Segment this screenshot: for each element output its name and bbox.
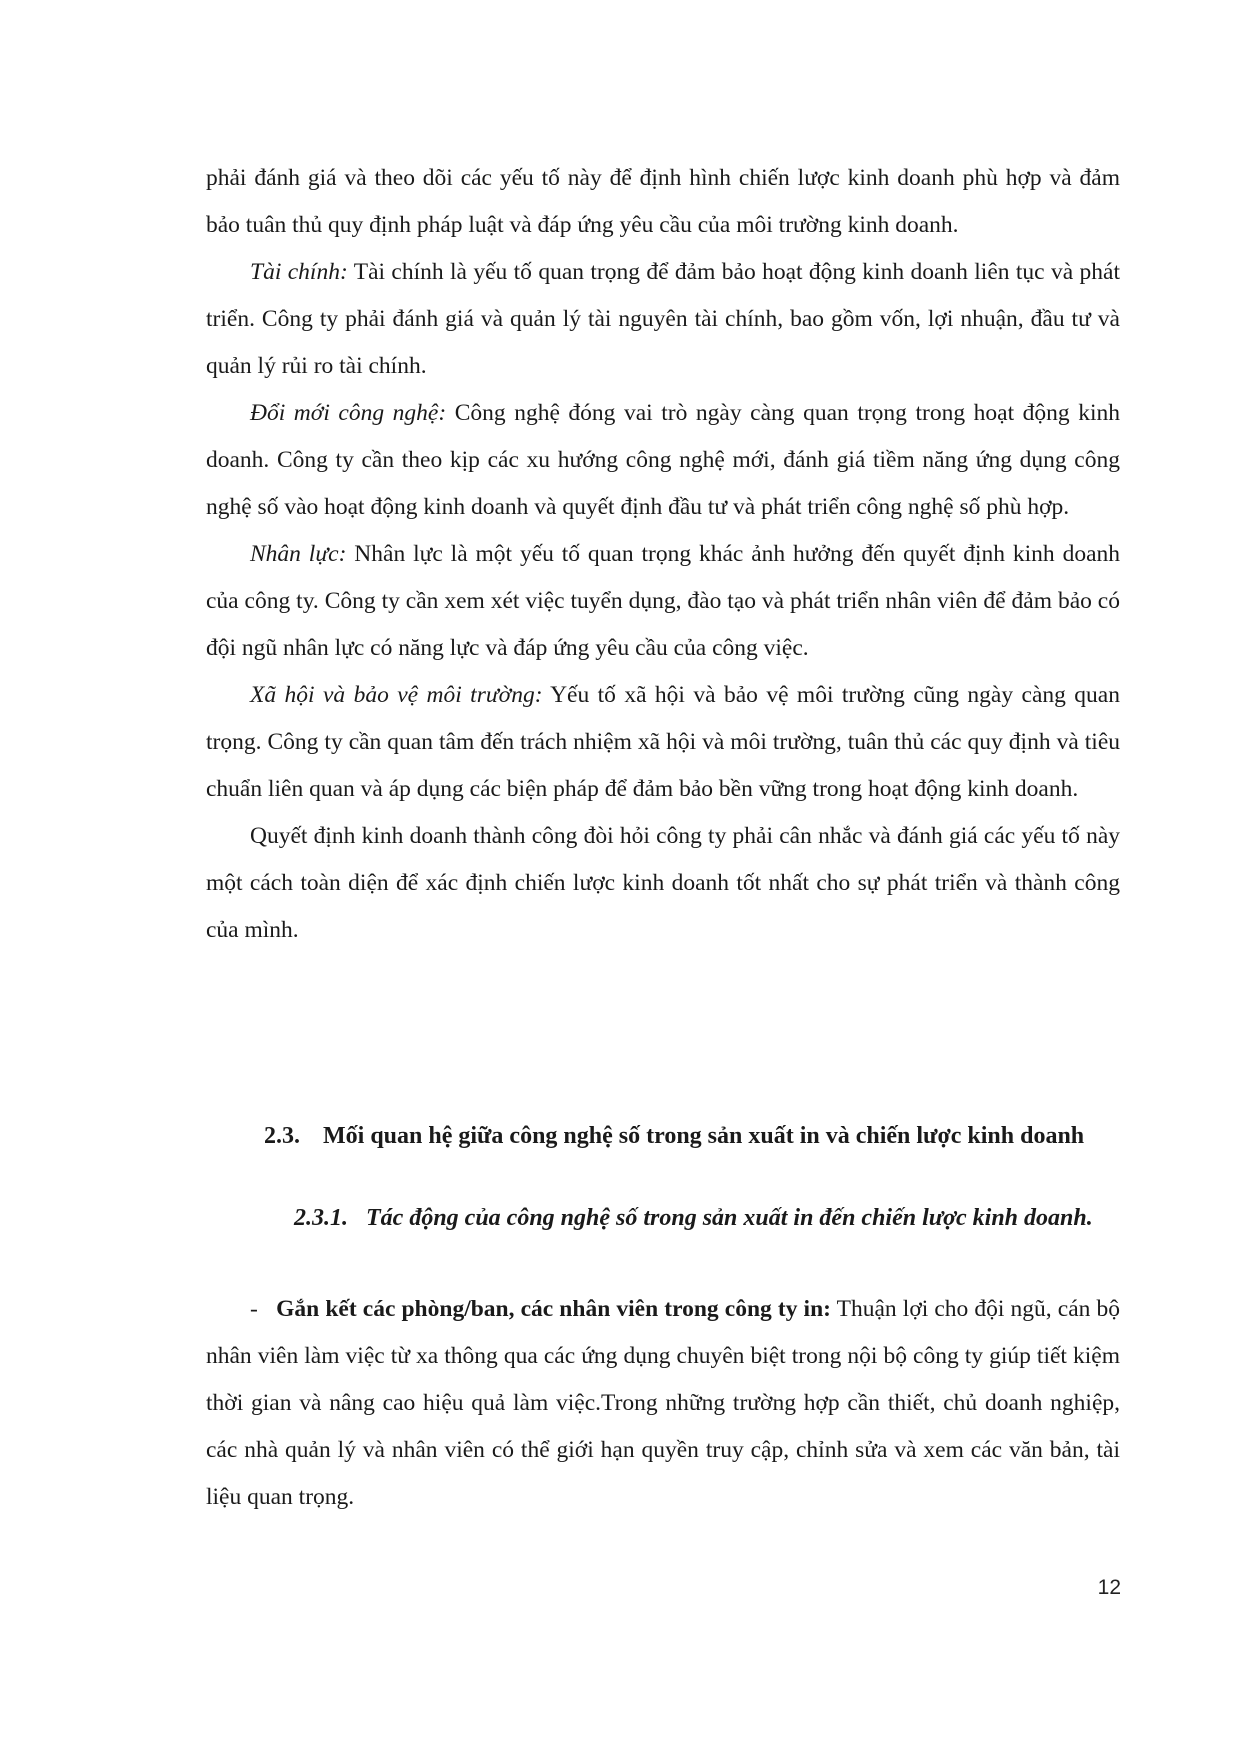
- factor-paragraph-finance: [206, 249, 1120, 390]
- subsection-heading-2-3-1: [206, 1195, 1120, 1241]
- bullet-text: Thuận lợi cho đội ngũ, cán bộ nhân viên làm việc từ xa thông qua các ứng dụng chuyên biệt trong nội bộ công ty giúp tiết kiệm thời gian và nâng cao hiệu quả làm việc.Trong những trường hợp cần thiết, chủ doanh nghiệp, các nhà quản lý và nhân viên có thể giới hạn quyền truy cập, chỉnh sửa và xem các văn bản, tài liệu quan trọng.: [206, 1296, 1120, 1510]
- section-title: Mối quan hệ giữa công nghệ số trong sản xuất in và chiến lược kinh doanh: [323, 1123, 1085, 1149]
- subsection-number: 2.3.1.: [294, 1205, 348, 1231]
- factor-label: Nhân lực:: [250, 541, 347, 567]
- factor-label: Xã hội và bảo vệ môi trường:: [250, 682, 543, 708]
- factor-text: Tài chính là yếu tố quan trọng để đảm bảo hoạt động kinh doanh liên tục và phát triển. Công ty phải đánh giá và quản lý tài nguyên tài chính, bao gồm vốn, lợi nhuận, đầu tư và quản lý rủi ro tài chính.: [206, 259, 1120, 379]
- factor-text: Công nghệ đóng vai trò ngày càng quan trọng trong hoạt động kinh doanh. Công ty cần theo kịp các xu hướng công nghệ mới, đánh giá tiềm năng ứng dụng công nghệ số vào hoạt động kinh doanh và quyết định đầu tư và phát triển công nghệ số phù hợp.: [206, 400, 1120, 520]
- bullet-label: Gắn kết các phòng/ban, các nhân viên trong công ty in:: [276, 1296, 831, 1322]
- bullet-marker: -: [250, 1296, 258, 1322]
- factor-label: Tài chính:: [250, 259, 348, 285]
- conclusion-paragraph: Quyết định kinh doanh thành công đòi hỏi công ty phải cân nhắc và đánh giá các yếu tố này một cách toàn diện để xác định chiến lược kinh doanh tốt nhất cho sự phát triển và thành công của mình.: [206, 823, 1120, 943]
- factor-text: Nhân lực là một yếu tố quan trọng khác ảnh hưởng đến quyết định kinh doanh của công ty. Công ty cần xem xét việc tuyển dụng, đào tạo và phát triển nhân viên để đảm bảo có đội ngũ nhân lực có năng lực và đáp ứng yêu cầu của công việc.: [206, 541, 1120, 661]
- section-number: 2.3.: [264, 1123, 300, 1149]
- continuation-paragraph: phải đánh giá và theo dõi các yếu tố này để định hình chiến lược kinh doanh phù hợp và đảm bảo tuân thủ quy định pháp luật và đáp ứng yêu cầu của môi trường kinh doanh.: [206, 165, 1120, 238]
- factor-paragraph-technology: [206, 390, 1120, 531]
- factor-label: Đổi mới công nghệ:: [250, 400, 447, 426]
- page-number: 12: [1097, 1576, 1121, 1599]
- body-text-block: [206, 155, 1120, 954]
- factor-paragraph-human-resources: [206, 531, 1120, 672]
- bullet-block: [206, 1286, 1120, 1521]
- factor-text: Yếu tố xã hội và bảo vệ môi trường cũng ngày càng quan trọng. Công ty cần quan tâm đến trách nhiệm xã hội và môi trường, tuân thủ các quy định và tiêu chuẩn liên quan và áp dụng các biện pháp để đảm bảo bền vững trong hoạt động kinh doanh.: [206, 682, 1120, 802]
- subsection-title: Tác động của công nghệ số trong sản xuất in đến chiến lược kinh doanh.: [366, 1205, 1093, 1231]
- factor-paragraph-society-environment: [206, 672, 1120, 813]
- section-heading-2-3: [206, 1118, 1120, 1154]
- bullet-paragraph: [206, 1286, 1120, 1521]
